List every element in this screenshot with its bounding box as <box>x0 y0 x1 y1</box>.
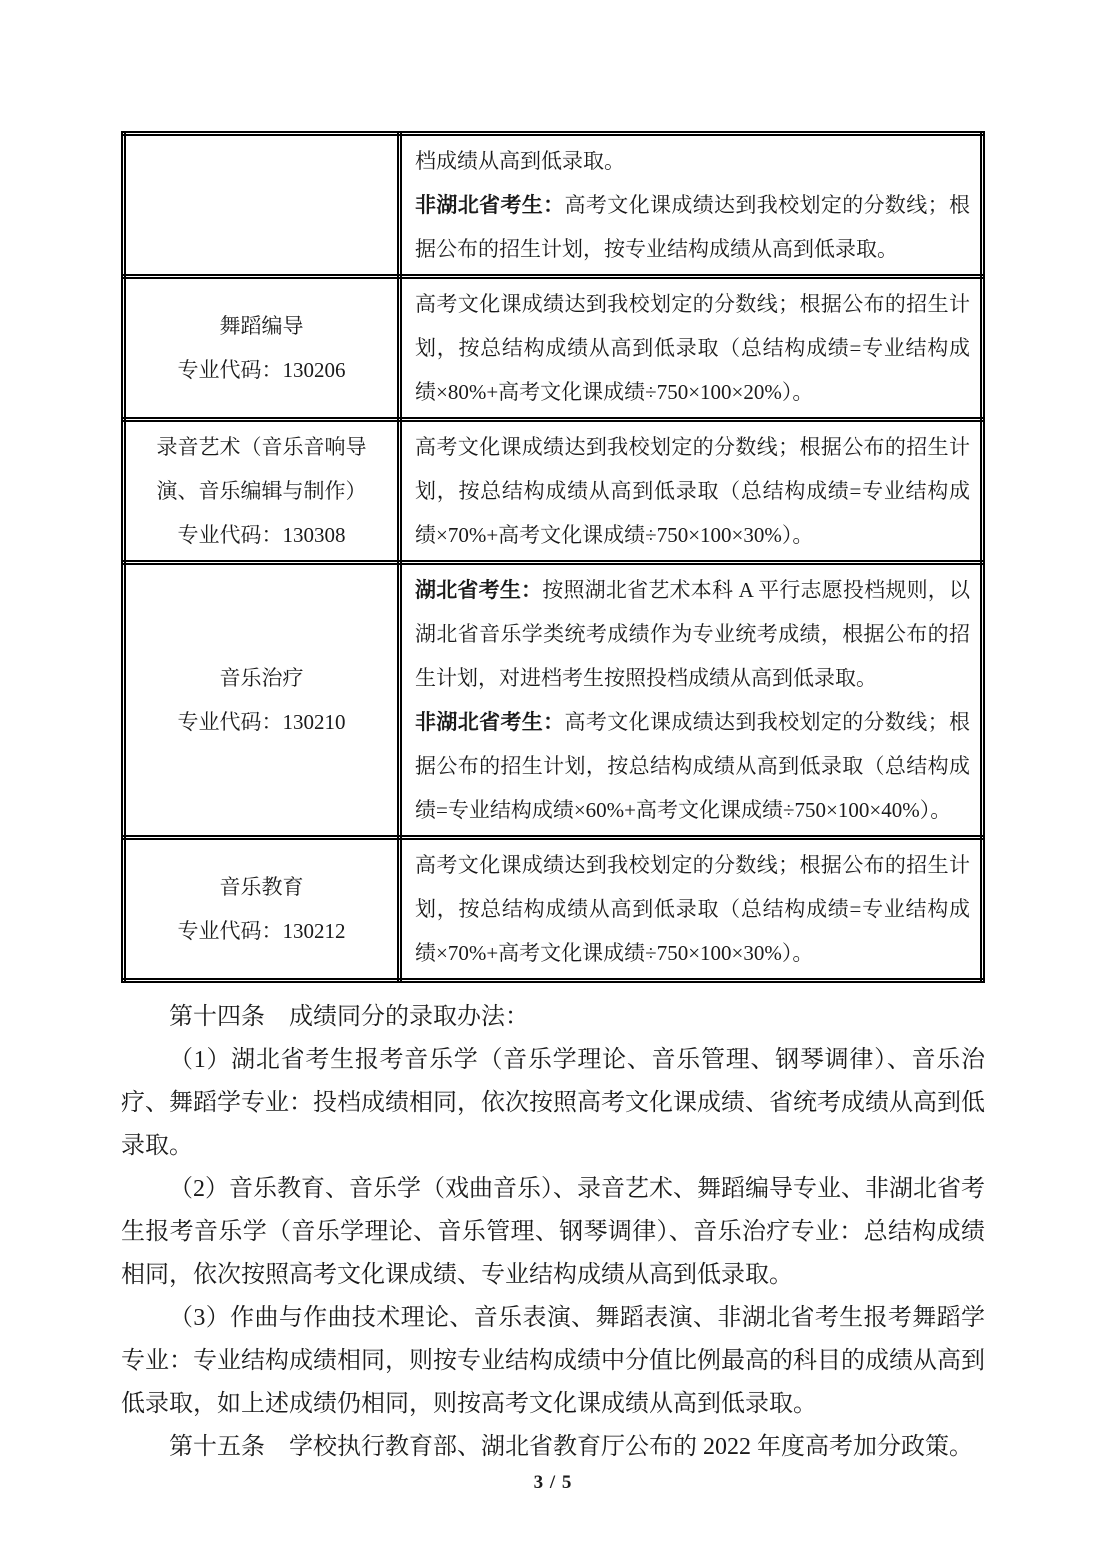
rule-text: 高考文化课成绩达到我校划定的分数线；根据公布的招生计划，按专业结构成绩从高到低录取。 <box>415 193 971 261</box>
rule-text: 按照湖北省艺术本科 A 平行志愿投档规则，以湖北省音乐学类统考成绩作为专业统考成绩，根据公布的招生计划，对进档考生按照投档成绩从高到低录取。 <box>415 578 970 690</box>
candidate-type-label: 湖北省考生： <box>415 578 543 602</box>
rule-paragraph <box>415 700 970 832</box>
major-cell <box>124 277 400 420</box>
major-name: 音乐教育 <box>219 875 304 899</box>
table-row-music-education <box>124 838 983 981</box>
major-cell-empty <box>124 134 400 277</box>
major-name: 舞蹈编导 <box>219 314 304 338</box>
major-code: 专业代码：130212 <box>177 919 346 943</box>
major-code: 专业代码：130206 <box>177 358 346 382</box>
rule-paragraph <box>415 139 970 183</box>
major-cell <box>124 838 400 981</box>
article-14-item-2: （2）音乐教育、音乐学（戏曲音乐）、录音艺术、舞蹈编导专业、非湖北省考生报考音乐学（音乐学理论、音乐管理、钢琴调律）、音乐治疗专业：总结构成绩相同，依次按照高考文化课成绩、专业结构成绩从高到低录取。 <box>121 1176 985 1288</box>
rule-paragraph <box>415 568 970 700</box>
major-cell <box>124 563 400 838</box>
rule-text: 档成绩从高到低录取。 <box>415 149 625 173</box>
rule-text: 高考文化课成绩达到我校划定的分数线；根据公布的招生计划，按总结构成绩从高到低录取（总结构成绩=专业结构成绩×80%+高考文化课成绩÷750×100×20%）。 <box>415 292 970 404</box>
candidate-type-label: 非湖北省考生： <box>415 710 565 734</box>
table-row-music-therapy <box>124 563 983 838</box>
article-15: 第十五条 学校执行教育部、湖北省教育厅公布的 2022 年度高考加分政策。 <box>169 1434 973 1460</box>
rule-text: 高考文化课成绩达到我校划定的分数线；根据公布的招生计划，按总结构成绩从高到低录取（总结构成绩=专业结构成绩×70%+高考文化课成绩÷750×100×30%）。 <box>415 853 970 965</box>
article-14-heading: 第十四条 成绩同分的录取办法： <box>169 1004 529 1030</box>
article-14-item-3: （3）作曲与作曲技术理论、音乐表演、舞蹈表演、非湖北省考生报考舞蹈学专业：专业结构成绩相同，则按专业结构成绩中分值比例最高的科目的成绩从高到低录取，如上述成绩仍相同，则按高考文化课成绩从高到低录取。 <box>121 1305 985 1417</box>
rule-cell <box>400 563 983 838</box>
rule-paragraph <box>415 183 970 271</box>
table-row-dance-choreography <box>124 277 983 420</box>
major-cell <box>124 420 400 563</box>
rule-cell <box>400 838 983 981</box>
major-code: 专业代码：130308 <box>177 523 346 547</box>
major-code: 专业代码：130210 <box>177 710 346 734</box>
candidate-type-label: 非湖北省考生： <box>415 193 565 217</box>
rule-paragraph <box>415 425 970 557</box>
rule-text: 高考文化课成绩达到我校划定的分数线；根据公布的招生计划，按总结构成绩从高到低录取（总结构成绩=专业结构成绩×70%+高考文化课成绩÷750×100×30%）。 <box>415 435 970 547</box>
rule-text: 高考文化课成绩达到我校划定的分数线；根据公布的招生计划，按总结构成绩从高到低录取（总结构成绩=专业结构成绩×60%+高考文化课成绩÷750×100×40%）。 <box>415 710 971 822</box>
rule-paragraph <box>415 282 970 414</box>
rule-cell <box>400 134 983 277</box>
rule-cell <box>400 420 983 563</box>
table-row-recording-arts <box>124 420 983 563</box>
major-name: 音乐治疗 <box>219 666 304 690</box>
page-number: 3 / 5 <box>533 1472 573 1493</box>
article-14-item-1: （1）湖北省考生报考音乐学（音乐学理论、音乐管理、钢琴调律）、音乐治疗、舞蹈学专业：投档成绩相同，依次按照高考文化课成绩、省统考成绩从高到低录取。 <box>121 1047 985 1159</box>
major-name: 演、音乐编辑与制作） <box>156 479 367 503</box>
admission-rules-table <box>121 131 985 983</box>
rule-paragraph <box>415 843 970 975</box>
major-name: 录音艺术（音乐音响导 <box>156 435 367 459</box>
table-row-continuation <box>124 134 983 277</box>
rule-cell <box>400 277 983 420</box>
document-body <box>121 996 985 1469</box>
